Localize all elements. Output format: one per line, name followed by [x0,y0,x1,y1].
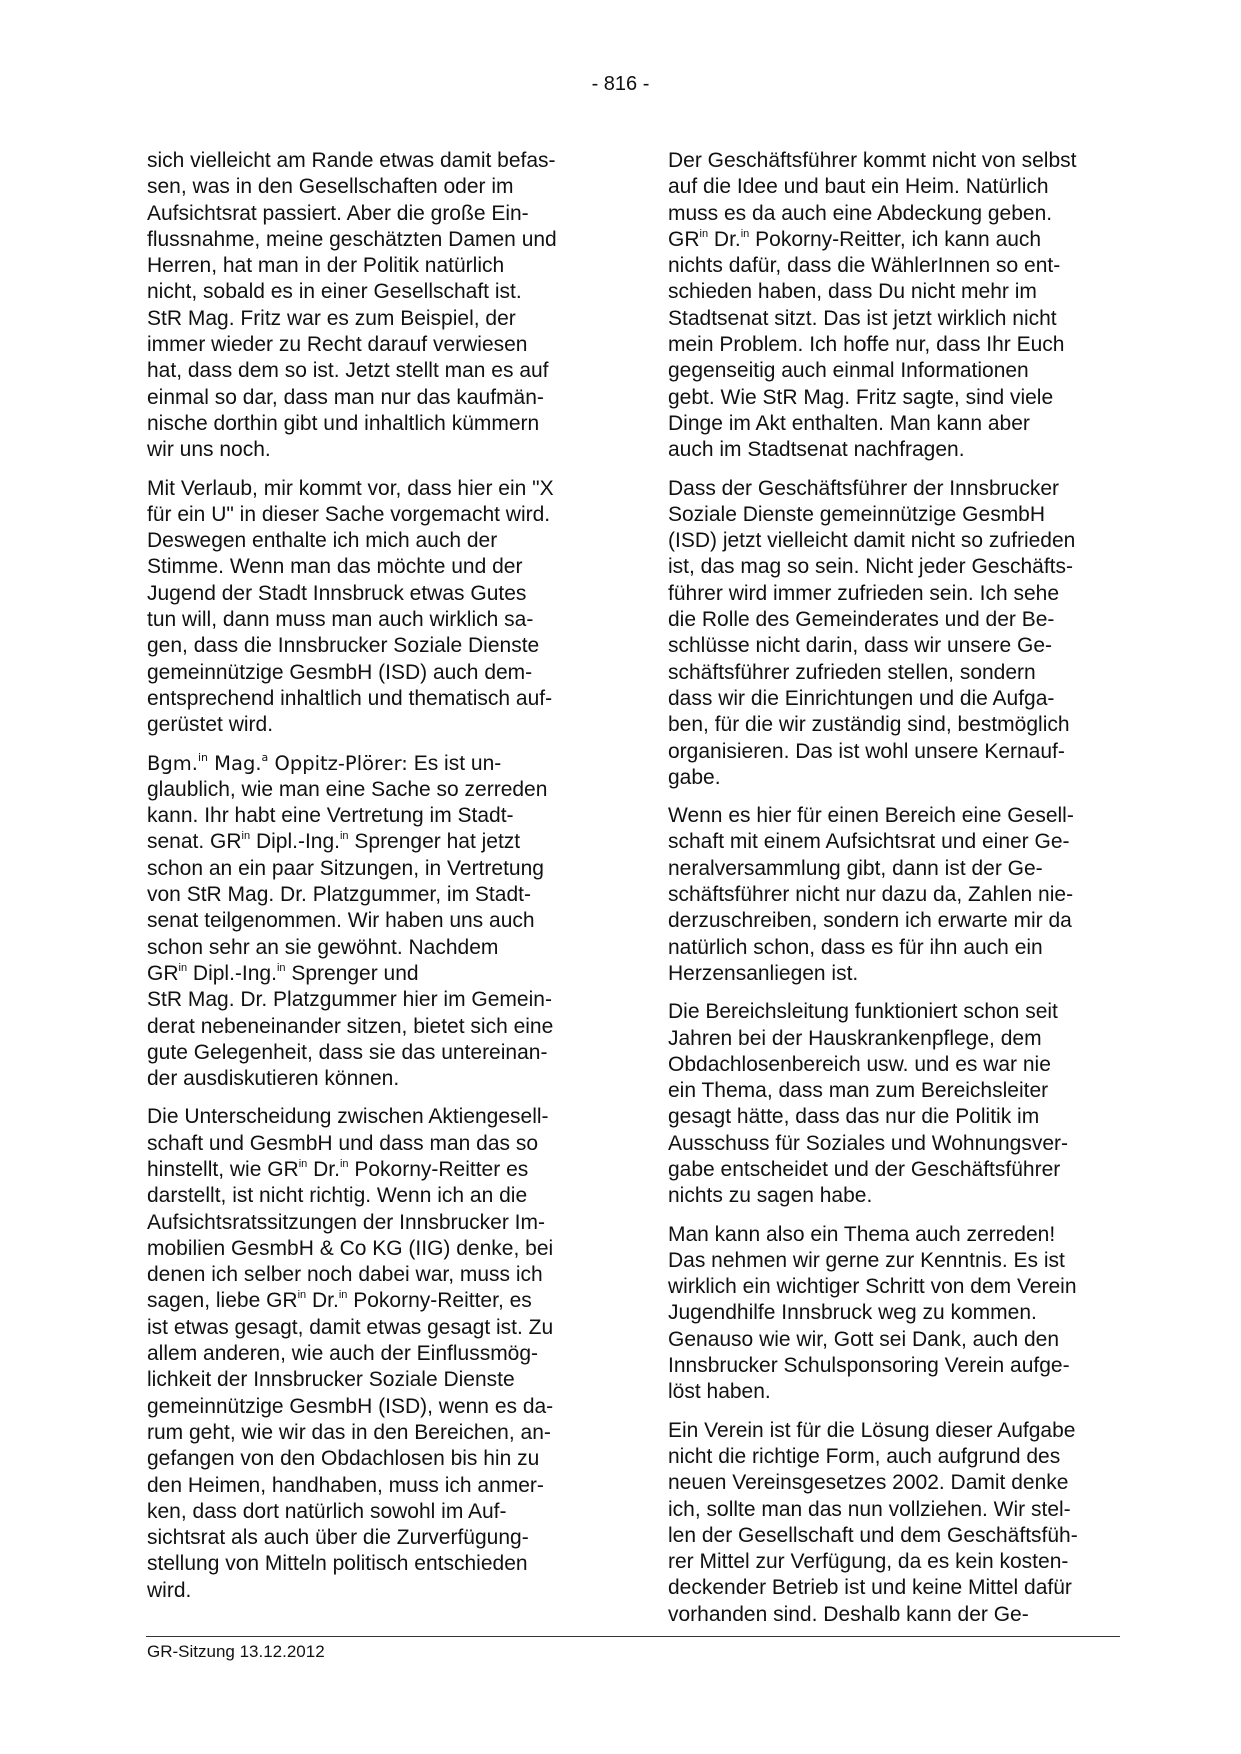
superscript: in [276,961,286,974]
text-line: schlüsse nicht darin, dass wir unsere Ge- [668,634,1052,658]
superscript: in [699,227,709,240]
text-line: wird. [147,1578,192,1602]
superscript: in [740,227,750,240]
text-fragment: sagen, liebe GR [147,1289,298,1313]
paragraph-speaker-mayor [147,751,599,1093]
text-line: neralversammlung gibt, dann ist der Ge- [668,856,1043,880]
text-line: ben, für die wir zuständig sind, bestmöglich [668,713,1070,737]
text-line: Jugendhilfe Innsbruck weg zu kommen. [668,1301,1037,1325]
text-line: gemeinnützige GesmbH (ISD) auch dem- [147,660,533,684]
text-fragment: Dr. [708,227,741,251]
speaker-title: Mag. [207,751,262,775]
text-line: StR Mag. Dr. Platzgummer hier im Gemein- [147,988,552,1012]
paragraph [668,803,1122,987]
speaker-name [147,752,408,775]
superscript: in [338,1289,348,1302]
text-line: allem anderen, wie auch der Einflussmög- [147,1342,539,1366]
text-line: Man kann also ein Thema auch zerreden! [668,1222,1056,1246]
text-line: vorhanden sind. Deshalb kann der Ge- [668,1602,1029,1626]
text-line: den Heimen, handhaben, muss ich anmer- [147,1473,544,1497]
text-line: schäftsführer nicht nur dazu da, Zahlen nie- [668,883,1074,907]
text-line: gerüstet wird. [147,713,274,737]
text-line: gesagt hätte, dass das nur die Politik im [668,1105,1040,1129]
text-line: löst haben. [668,1380,771,1404]
text-line: mein Problem. Ich hoffe nur, dass Ihr Euch [668,333,1065,357]
left-column [147,148,599,1616]
text-fragment: Pokorny-Reitter, es [347,1289,532,1313]
text-line: Ein Verein ist für die Lösung dieser Aufgabe [668,1418,1076,1442]
text-line: von StR Mag. Dr. Platzgummer, im Stadt- [147,883,531,907]
text-line: die Rolle des Gemeinderates und der Be- [668,608,1055,632]
text-line: neuen Vereinsgesetzes 2002. Damit denke [668,1471,1069,1495]
text-line: entsprechend inhaltlich und thematisch auf- [147,686,553,710]
text-line: auf die Idee und baut ein Heim. Natürlich [668,175,1049,199]
text-line: wirklich ein wichtiger Schritt von dem Verein [668,1275,1077,1299]
text-line: Innsbrucker Schulsponsoring Verein aufge- [668,1354,1070,1378]
paragraph [147,476,599,739]
superscript: in [178,961,188,974]
text-line: Aufsichtsratssitzungen der Innsbrucker Im- [147,1210,545,1234]
text-line: nichts zu sagen habe. [668,1184,873,1208]
text-line: ich, sollte man das nun vollziehen. Wir stel- [668,1497,1071,1521]
text-line: glaublich, wie man eine Sache so zerreden [147,777,548,801]
superscript: a [261,750,269,764]
text-line: gegenseitig auch einmal Informationen [668,359,1029,383]
text-line: denen ich selber noch dabei war, muss ich [147,1263,543,1287]
text-line: für ein U" in dieser Sache vorgemacht wird. [147,502,551,526]
text-line: senat teilgenommen. Wir haben uns auch [147,909,535,933]
text-line: dass wir die Einrichtungen und die Aufga- [668,686,1055,710]
text-line [147,1157,599,1183]
footer-session-date: GR-Sitzung 13.12.2012 [147,1642,325,1661]
superscript: in [297,1289,307,1302]
text-line: ken, dass dort natürlich sowohl im Auf- [147,1499,507,1523]
text-line: Mit Verlaub, mir kommt vor, dass hier ein "X [147,476,554,500]
text-line: derat nebeneinander sitzen, bietet sich eine [147,1014,554,1038]
text-fragment: Sprenger und [285,961,419,985]
text-line: schäftsführer zufrieden stellen, sondern [668,660,1036,684]
text-line: Stimme. Wenn man das möchte und der [147,555,523,579]
text-line: Herren, hat man in der Politik natürlich [147,254,505,278]
superscript: in [339,830,349,843]
text-fragment: senat. GR [147,830,242,854]
text-line: nicht, sobald es in einer Gesellschaft ist. [147,280,522,304]
text-line: gefangen von den Obdachlosen bis hin zu [147,1447,540,1471]
text-line: Dass der Geschäftsführer der Innsbrucker [668,476,1060,500]
text-fragment: Dipl.-Ing. [250,830,340,854]
text-line: nische dorthin gibt und inhaltlich kümmern [147,411,540,435]
text-line: StR Mag. Fritz war es zum Beispiel, der [147,306,516,330]
text-line: Ausschuss für Soziales und Wohnungsver- [668,1131,1068,1155]
text-line: Die Unterscheidung zwischen Aktiengesell- [147,1105,549,1129]
text-line: ein Thema, dass man zum Bereichsleiter [668,1079,1049,1103]
text-line: muss es da auch eine Abdeckung geben. [668,201,1053,225]
text-fragment: GR [668,227,700,251]
paragraph [147,148,599,464]
text-line: einmal so dar, dass man nur das kaufmän- [147,385,544,409]
text-fragment: Dr. [306,1289,339,1313]
text-line: schaft mit einem Aufsichtsrat und einer Ge- [668,830,1070,854]
text-line: führer wird immer zufrieden sein. Ich sehe [668,581,1059,605]
text-line: Soziale Dienste gemeinnützige GesmbH [668,502,1046,526]
superscript: in [197,750,208,764]
text-line: (ISD) jetzt vielleicht damit nicht so zufrieden [668,529,1076,553]
paragraph [668,1222,1122,1406]
text-line: gabe entscheidet und der Geschäftsführer [668,1157,1061,1181]
text-line: schaft und GesmbH und dass man das so [147,1131,539,1155]
text-line: gen, dass die Innsbrucker Soziale Dienste [147,634,540,658]
right-column [668,148,1122,1640]
text-fragment: Pokorny-Reitter, ich kann auch [749,227,1042,251]
text-line: lichkeit der Innsbrucker Soziale Dienste [147,1368,515,1392]
text-line: natürlich schon, dass es für ihn auch ein [668,935,1043,959]
text-line: sichtsrat als auch über die Zurverfügung- [147,1526,529,1550]
text-fragment: hinstellt, wie GR [147,1157,299,1181]
text-line: Herzensanliegen ist. [668,961,859,985]
text-line: schon an ein paar Sitzungen, in Vertretung [147,856,544,880]
text-line [147,751,599,777]
paragraph [668,999,1122,1209]
superscript: in [241,830,251,843]
text-line: deckender Betrieb ist und keine Mittel dafür [668,1576,1072,1600]
text-line: Dinge im Akt enthalten. Man kann aber [668,411,1030,435]
text-line: flussnahme, meine geschätzten Damen und [147,227,557,251]
text-line: darstellt, ist nicht richtig. Wenn ich an die [147,1184,528,1208]
text-line: Wenn es hier für einen Bereich eine Gesell- [668,804,1074,828]
text-fragment: Sprenger hat jetzt [348,830,521,854]
superscript: in [339,1157,349,1170]
text-line [147,961,599,987]
footer-divider [146,1636,1120,1637]
text-line: immer wieder zu Recht darauf verwiesen [147,333,528,357]
text-line: Genauso wie wir, Gott sei Dank, auch den [668,1327,1060,1351]
speaker-title: Bgm. [147,751,198,775]
text-line: gabe. [668,765,721,789]
text-line: der ausdiskutieren können. [147,1067,400,1091]
text-line: gute Gelegenheit, dass sie das untereinan- [147,1040,548,1064]
text-line: organisieren. Das ist wohl unsere Kernauf- [668,739,1065,763]
text-line: tun will, dann muss man auch wirklich sa- [147,608,534,632]
text-line: nicht die richtige Form, auch aufgrund des [668,1444,1061,1468]
text-line: sen, was in den Gesellschaften oder im [147,175,514,199]
text-line: schon sehr an sie gewöhnt. Nachdem [147,935,499,959]
text-line: auch im Stadtsenat nachfragen. [668,438,965,462]
text-line: stellung von Mitteln politisch entschieden [147,1552,528,1576]
text-fragment: Dr. [307,1157,340,1181]
text-line [147,1288,599,1314]
text-line: rer Mittel zur Verfügung, da es kein kosten- [668,1550,1069,1574]
text-line: Aufsichtsrat passiert. Aber die große Ein- [147,201,529,225]
text-line: nichts dafür, dass die WählerInnen so ent- [668,254,1061,278]
superscript: in [298,1157,308,1170]
text-line: Jahren bei der Hauskrankenpflege, dem [668,1026,1042,1050]
text-line: hat, dass dem so ist. Jetzt stellt man es auf [147,359,549,383]
paragraph [668,148,1122,464]
text-line: Der Geschäftsführer kommt nicht von selbst [668,149,1077,172]
text-line [668,227,1122,253]
text-line: Jugend der Stadt Innsbruck etwas Gutes [147,581,527,605]
paragraph [668,1418,1122,1628]
text-fragment: Pokorny-Reitter es [348,1157,529,1181]
text-line [147,829,599,855]
paragraph [147,1104,599,1604]
text-line: rum geht, wie wir das in den Bereichen, an- [147,1420,551,1444]
text-line: Die Bereichsleitung funktioniert schon seit [668,1000,1058,1024]
text-line: Obdachlosenbereich usw. und es war nie [668,1052,1051,1076]
text-line: ist, das mag so sein. Nicht jeder Geschäfts- [668,555,1073,579]
text-line: Das nehmen wir gerne zur Kenntnis. Es ist [668,1248,1065,1272]
text-line: mobilien GesmbH & Co KG (IIG) denke, bei [147,1236,554,1260]
text-line: gebt. Wie StR Mag. Fritz sagte, sind viele [668,385,1054,409]
page-number: - 816 - [591,73,650,95]
text-line: Deswegen enthalte ich mich auch der [147,529,498,553]
text-line: kann. Ihr habt eine Vertretung im Stadt- [147,804,514,828]
text-fragment: Es ist un- [407,751,502,775]
text-fragment: GR [147,961,179,985]
text-line: len der Gesellschaft und dem Geschäftsfüh- [668,1523,1078,1547]
speaker-surname: Oppitz-Plörer: [268,751,408,775]
text-line: gemeinnützige GesmbH (ISD), wenn es da- [147,1394,554,1418]
text-line: wir uns noch. [147,438,271,462]
text-line: Stadtsenat sitzt. Das ist jetzt wirklich nicht [668,306,1057,330]
text-line: sich vielleicht am Rande etwas damit befas- [147,149,556,172]
text-fragment: Dipl.-Ing. [187,961,277,985]
text-line: schieden haben, dass Du nicht mehr im [668,280,1037,304]
paragraph [668,476,1122,792]
text-line: derzuschreiben, sondern ich erwarte mir da [668,909,1072,933]
text-line: ist etwas gesagt, damit etwas gesagt ist. Zu [147,1315,554,1339]
